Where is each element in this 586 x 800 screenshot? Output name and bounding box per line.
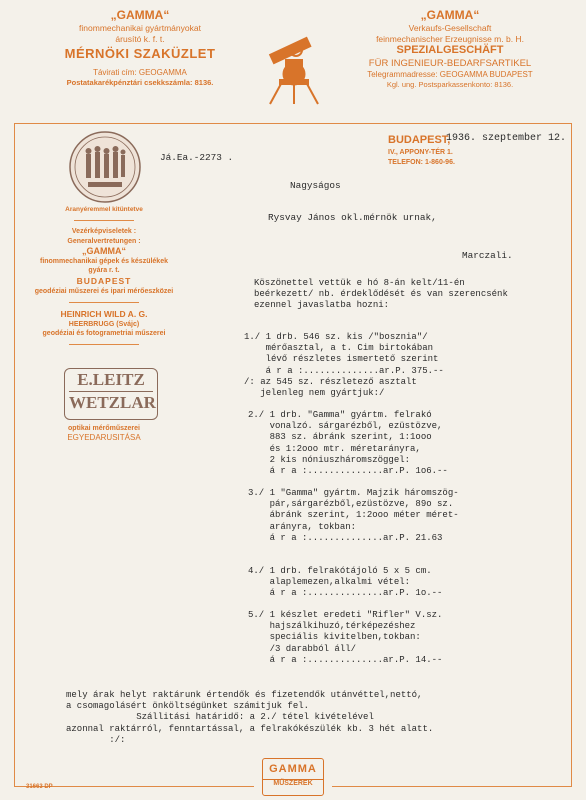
footer-logo-bottom: MŰSZEREK	[263, 779, 323, 787]
print-code: 31663 DP	[26, 784, 53, 790]
medal-caption: Aranyéremmel kitüntetve	[65, 206, 143, 213]
header-divider	[14, 123, 572, 124]
company1-desc-2: gyára r. t.	[88, 267, 120, 275]
intro-paragraph: Köszönettel vettük e hó 8-án kelt/11-én beérkezett/ nb. érdeklődését és van szerencsénk ezennel javaslatba hozni:	[254, 278, 508, 311]
leitz-desc-2: EGYEDARUSITÁSA	[67, 433, 141, 443]
address-city: BUDAPEST,	[388, 134, 451, 146]
medal-icon	[68, 130, 142, 204]
company1-desc-1: finommechanikai gépek és készülékek	[39, 258, 168, 266]
leitz-top: E.LEITZ	[77, 370, 145, 389]
company2-desc: geodéziai és fotogrametriai műszerei	[42, 329, 166, 337]
closing-paragraph: mely árak helyt raktárunk értendők és fizetendők utánvéttel,nettó, a csomagolásért önköltségünket számitjuk fel. Szállitási határidő: a 2./ tétel kivételével azonnal raktárról, fenntartással, a felrakókészülék kb. 3 hét alatt. :/:	[66, 690, 434, 745]
offer-item-4: 4./ 1 drb. felrakótájoló 5 x 5 cm. alaplemezen,alkalmi vétel: á r a :..............ar.P. 1o.--	[248, 566, 443, 599]
left-subtitle-1: finommechanikai gyártmányokat	[79, 23, 201, 33]
left-company-name: „GAMMA“	[110, 8, 170, 22]
right-border	[571, 123, 572, 786]
footer-logo-top: GAMMA	[269, 763, 317, 775]
right-letterhead	[330, 8, 570, 89]
left-title: MÉRNÖKI SZAKÜZLET	[64, 46, 216, 62]
left-subtitle-2: árusító k. f. t.	[115, 33, 165, 44]
left-postal: Postatakarékpénztári csekkszámla: 8136.	[66, 77, 214, 87]
right-title-2: FÜR INGENIEUR-BEDARFSARTIKEL	[368, 58, 532, 69]
leitz-logo	[64, 368, 158, 420]
left-telegram: Távirati cím: GEOGAMMA	[93, 67, 187, 77]
offer-item-3: 3./ 1 "Gamma" gyártm. Majzik háromszög- pár,sárgarézből,ezüstözve, 89o sz. ábránk szerint, 1:2ooo méter méret- arányra, tokban: á r a :..............ar.P. 21.63	[248, 488, 459, 543]
representation-hu: Vezérképviseletek :	[71, 228, 137, 236]
leitz-caption	[14, 424, 194, 443]
company2-name: HEINRICH WILD A. G.	[60, 308, 148, 319]
address-street: IV., APPONY-TÉR 1.	[388, 149, 453, 156]
company1-city: BUDAPEST	[76, 275, 132, 286]
right-title-1: SPEZIALGESCHÄFT	[396, 44, 504, 57]
company1-desc-3: geodéziai műszerei és ipari mérőeszközei	[34, 287, 174, 295]
footer-divider-right	[332, 786, 572, 787]
leitz-desc-1: optikai mérőműszerei	[68, 425, 140, 432]
salutation: Nagyságos	[290, 180, 341, 191]
letter-date: 1936. szeptember 12.	[446, 133, 567, 144]
company1-name: „GAMMA“	[82, 245, 126, 256]
offer-item-1: 1./ 1 drb. 546 sz. kis /"bosznia"/ mérőasztal, a t. Cim birtokában lévő részletes ismertető szerint á r a :..............ar.P. 375.-- /: az 545 sz. részletező asztalt jelenleg nem gyártjuk:/	[244, 332, 444, 399]
offer-item-5: 5./ 1 készlet eredeti "Rifler" V.sz. hajszálkihuzó,térképezéshez speciális kivitelben,tokban: /3 darabból áll/ á r a :..............ar.P. 14.--	[248, 610, 443, 665]
representation-de: Generalvertretungen :	[67, 237, 141, 245]
reference-number: Já.Ea.-2273 .	[160, 152, 234, 163]
right-subtitle-2: feinmechanischer Erzeugnisse m. b. H.	[376, 33, 524, 44]
gamma-footer-logo	[262, 758, 324, 796]
right-telegram: Telegrammadresse: GEOGAMMA BUDAPEST	[367, 69, 533, 79]
recipient-place: Marczali.	[462, 250, 513, 261]
address-phone: TELEFON: 1-860-96.	[388, 159, 455, 166]
offer-item-2: 2./ 1 drb. "Gamma" gyártm. felrakó vonalzó. sárgarézből, ezüstözve, 883 sz. ábránk szerint, 1:1ooo és 1:2ooo mtr. méretarányra, 2 kis nóniuszháromszöggel: á r a :..............ar.P. 1o6.--	[248, 410, 448, 477]
theodolite-logo-icon	[258, 28, 328, 106]
sidebar	[14, 206, 194, 351]
company2-city: HEERBRUGG (Svájc)	[68, 320, 140, 328]
right-postal: Kgl. ung. Postsparkassenkonto: 8136.	[386, 79, 514, 89]
recipient: Rysvay János okl.mérnök urnak,	[268, 212, 437, 223]
right-subtitle-1: Verkaufs-Gesellschaft	[408, 23, 492, 33]
right-company-name: „GAMMA“	[420, 8, 480, 22]
leitz-bottom: WETZLAR	[69, 393, 156, 412]
left-letterhead	[20, 8, 260, 87]
